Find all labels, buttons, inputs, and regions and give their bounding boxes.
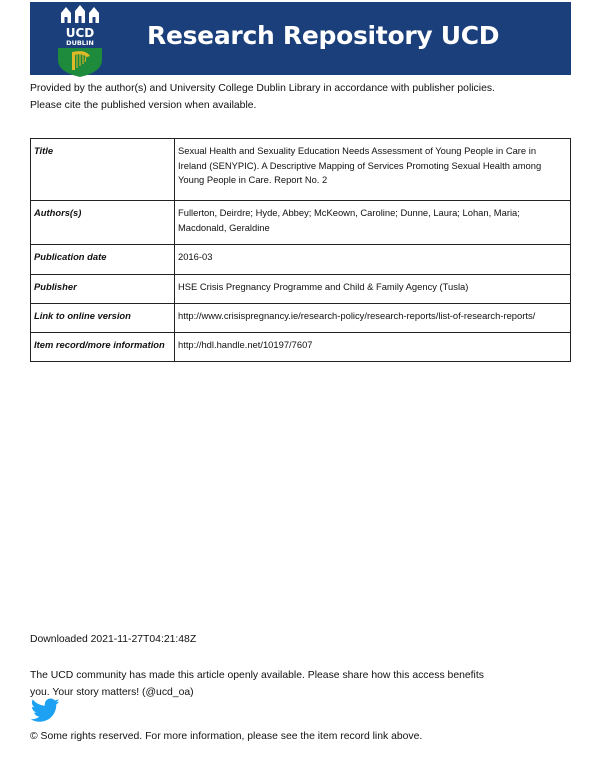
provided-notice: Provided by the author(s) and University College Dublin Library in accordance with publisher policies. Please cite the published version when available. [30, 83, 495, 111]
title-label: Title [31, 139, 175, 201]
authors-label: Authors(s) [31, 201, 175, 245]
publication-date-value: 2016-03 [175, 245, 571, 275]
table-row [31, 304, 571, 333]
title-value: Sexual Health and Sexuality Education Needs Assessment of Young People in Care in Ireland (SENYPIC). A Descriptive Mapping of Services Promoting Sexual Health among Young People in Care. Report No. 2 [175, 139, 571, 201]
table-row [31, 275, 571, 304]
item-record-label: Item record/more information [31, 333, 175, 362]
table-row [31, 333, 571, 362]
community-notice: The UCD community has made this article openly available. Please share how this access benefits you. Your story matters! (@ucd_oa) [30, 670, 484, 698]
repository-banner [30, 2, 571, 75]
publication-date-label: Publication date [31, 245, 175, 275]
item-record-link[interactable]: http://hdl.handle.net/10197/7607 [175, 333, 571, 362]
table-row [31, 245, 571, 275]
logo-ucd-text: UCD [65, 26, 95, 40]
online-version-label: Link to online version [31, 304, 175, 333]
table-row [31, 201, 571, 245]
table-row [31, 139, 571, 201]
publisher-value: HSE Crisis Pregnancy Programme and Child & Family Agency (Tusla) [175, 275, 571, 304]
twitter-bird-icon[interactable] [31, 698, 60, 723]
downloaded-timestamp: Downloaded 2021-11-27T04:21:48Z [30, 634, 197, 645]
online-version-link[interactable]: http://www.crisispregnancy.ie/research-policy/research-reports/list-of-research-reports/ [175, 304, 571, 333]
record-metadata-table [30, 138, 571, 362]
repository-title: Research Repository UCD [147, 21, 500, 50]
publisher-label: Publisher [31, 275, 175, 304]
logo-dublin-text: DUBLIN [66, 39, 94, 47]
rights-notice: © Some rights reserved. For more information, please see the item record link above. [30, 731, 423, 742]
authors-value: Fullerton, Deirdre; Hyde, Abbey; McKeown, Caroline; Dunne, Laura; Lohan, Maria; Macdonald, Geraldine [175, 201, 571, 245]
ucd-crest-icon [52, 2, 108, 77]
